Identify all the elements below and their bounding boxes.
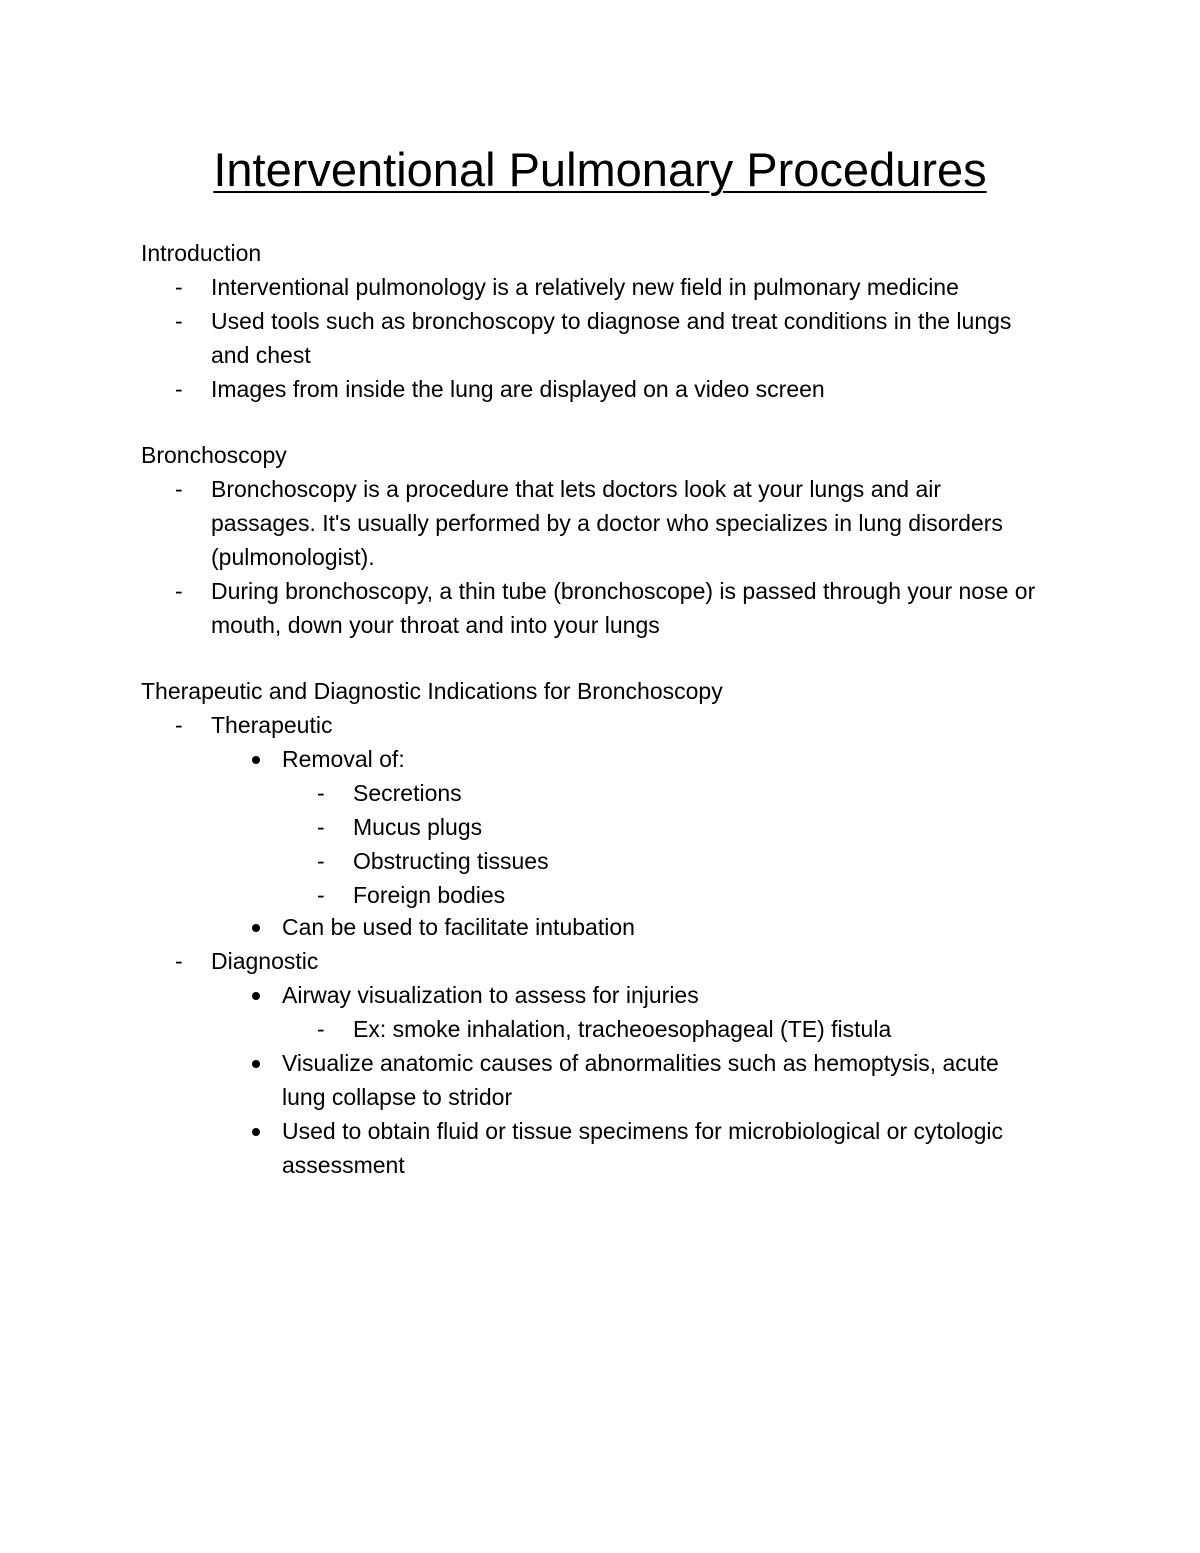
dash-marker: - <box>175 948 183 974</box>
list-item-text: Used tools such as bronchoscopy to diagnose and treat conditions in the lungs and chest <box>211 308 1012 368</box>
list-item-text: Diagnostic <box>211 948 319 974</box>
bullet-item <box>282 1046 1042 1114</box>
sub-list-item-text: Foreign bodies <box>353 882 506 908</box>
bullet-icon <box>252 924 260 932</box>
dash-marker: - <box>175 578 183 604</box>
sub-list-item <box>317 878 1053 912</box>
sub-list-item <box>317 810 1053 844</box>
section-heading: Therapeutic and Diagnostic Indications for Bronchoscopy <box>141 678 723 704</box>
dash-marker: - <box>175 308 183 334</box>
dash-marker: - <box>175 712 183 738</box>
list-item-text: Interventional pulmonology is a relatively new field in pulmonary medicine <box>211 274 959 300</box>
sub-list-item <box>317 1012 1053 1046</box>
bullet-item-text: Airway visualization to assess for injuries <box>282 982 699 1008</box>
list-item-diagnostic <box>175 944 1051 978</box>
bullet-item-text: Used to obtain fluid or tissue specimens for microbiological or cytologic assessment <box>282 1118 1003 1178</box>
dash-marker: - <box>175 376 183 402</box>
list-item <box>175 372 1051 406</box>
bullet-item <box>282 742 1042 776</box>
list-item-text: Images from inside the lung are displayed on a video screen <box>211 376 825 402</box>
list-item-therapeutic <box>175 708 1051 742</box>
bullet-icon <box>252 1060 260 1068</box>
list-item <box>175 574 1051 642</box>
sub-list-item-text: Secretions <box>353 780 462 806</box>
bullet-item-text: Removal of: <box>282 746 405 772</box>
list-item-text: During bronchoscopy, a thin tube (bronchoscope) is passed through your nose or mouth, down your throat and into your lungs <box>211 578 1036 638</box>
bullet-icon <box>252 1128 260 1136</box>
bullet-icon <box>252 992 260 1000</box>
dash-marker: - <box>175 274 183 300</box>
dash-marker: - <box>317 848 325 874</box>
dash-marker: - <box>317 814 325 840</box>
sub-list-item <box>317 844 1053 878</box>
sub-list-item-text: Obstructing tissues <box>353 848 549 874</box>
dash-marker: - <box>317 780 325 806</box>
list-item-text: Therapeutic <box>211 712 333 738</box>
bullet-item <box>282 910 1042 944</box>
dash-marker: - <box>175 476 183 502</box>
sub-list-item-text: Mucus plugs <box>353 814 483 840</box>
dash-marker: - <box>317 882 325 908</box>
section-heading: Bronchoscopy <box>141 442 287 468</box>
bullet-icon <box>252 756 260 764</box>
bullet-item <box>282 978 1042 1012</box>
list-item <box>175 472 1051 574</box>
section-heading: Introduction <box>141 240 262 266</box>
list-item <box>175 270 1051 304</box>
dash-marker: - <box>317 1016 325 1042</box>
sub-list-item-text: Ex: smoke inhalation, tracheoesophageal (TE) fistula <box>353 1016 892 1042</box>
sub-list-item <box>317 776 1053 810</box>
bullet-item-text: Visualize anatomic causes of abnormalities such as hemoptysis, acute lung collapse to stridor <box>282 1050 999 1110</box>
list-item <box>175 304 1051 372</box>
list-item-text: Bronchoscopy is a procedure that lets doctors look at your lungs and air passages. It's usually performed by a doctor who specializes in lung disorders (pulmonologist). <box>211 476 1003 570</box>
document-title: Interventional Pulmonary Procedures <box>213 143 987 196</box>
bullet-item-text: Can be used to facilitate intubation <box>282 914 635 940</box>
bullet-item <box>282 1114 1042 1182</box>
